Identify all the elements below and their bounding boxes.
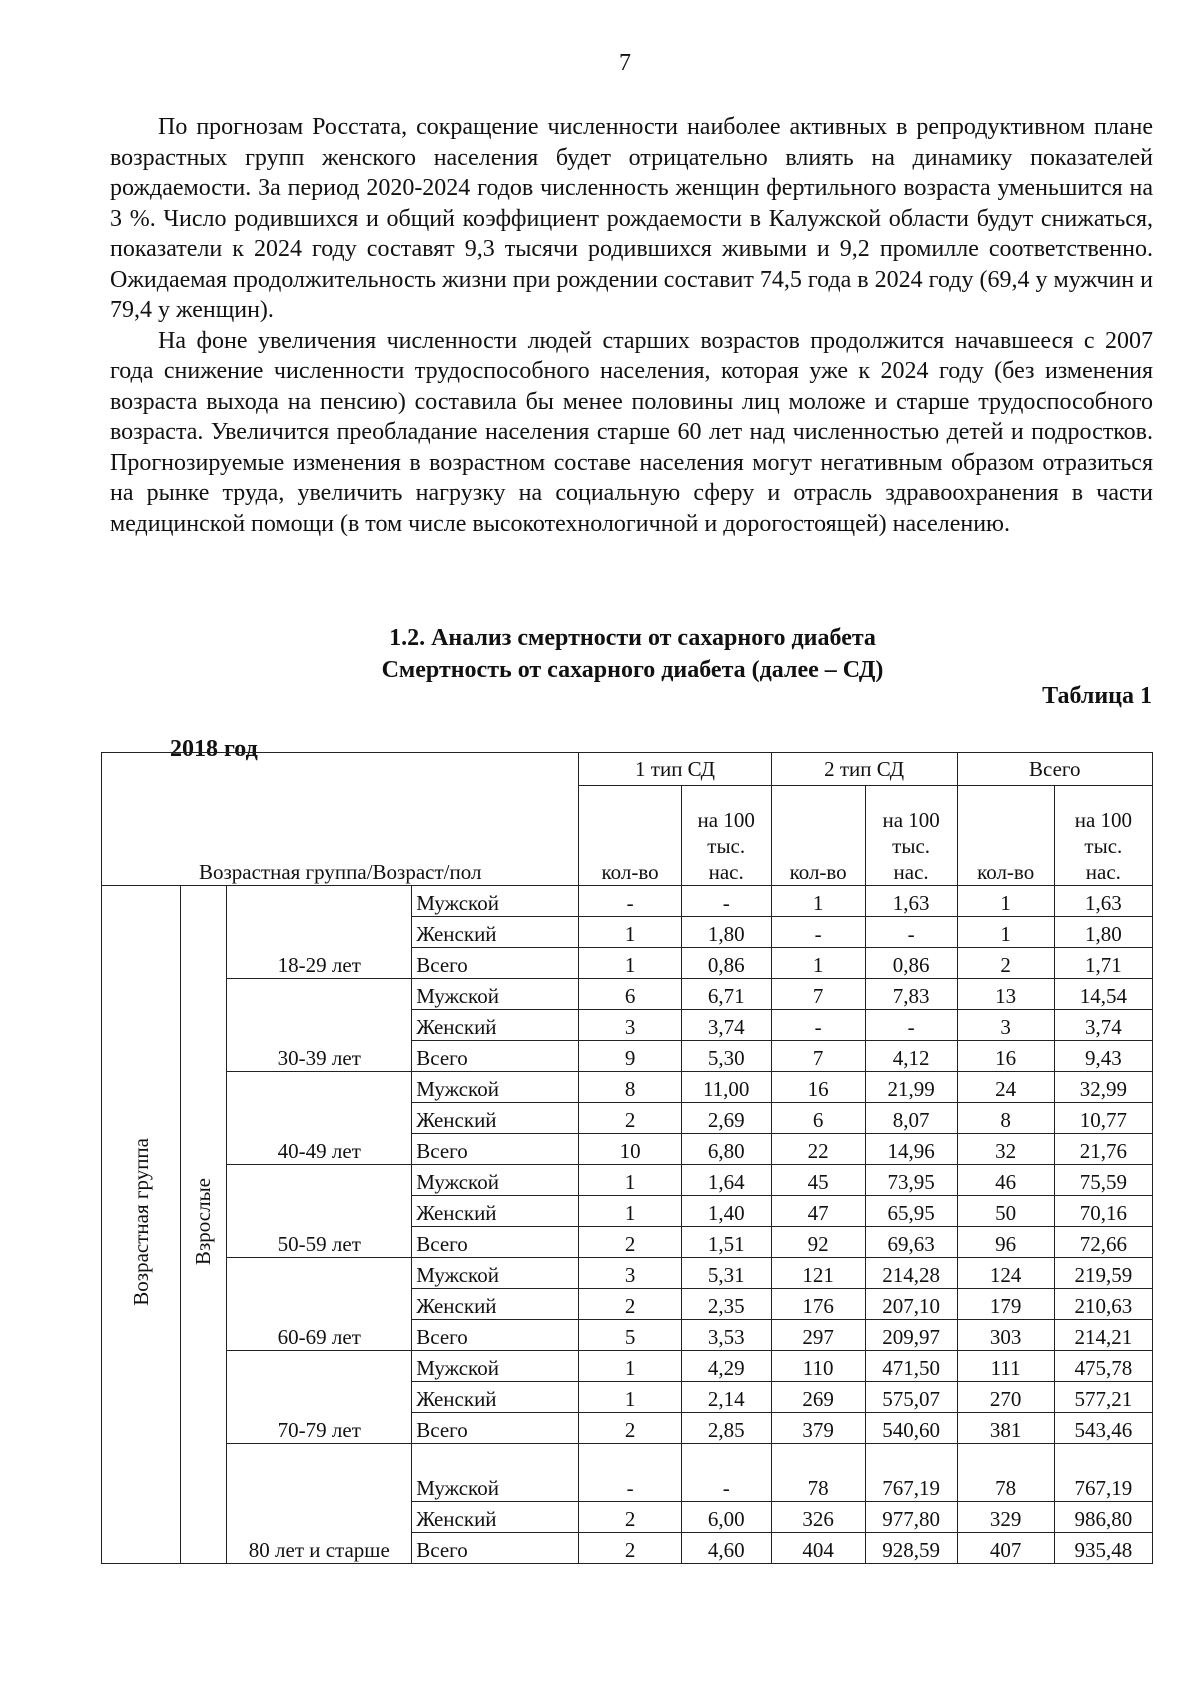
col-group-type1: 1 тип СД: [579, 753, 771, 786]
rate-header-line: тыс.: [707, 834, 746, 858]
value-cell: 1,63: [1054, 886, 1152, 917]
value-cell: 6: [579, 979, 681, 1010]
value-cell: 986,80: [1054, 1502, 1152, 1533]
sex-label: Мужской: [412, 1351, 579, 1382]
value-cell: 0,86: [865, 948, 957, 979]
year-label: 2018 год: [170, 736, 258, 762]
col-group-total: Всего: [957, 753, 1152, 786]
value-cell: 6,71: [681, 979, 771, 1010]
section-title: 1.2. Анализ смертности от сахарного диабета: [389, 625, 876, 651]
section-heading: [0, 622, 1200, 686]
value-cell: 2,35: [681, 1289, 771, 1320]
group-label: Возрастная группа: [128, 1137, 153, 1306]
header-row: [102, 753, 1153, 786]
table-row: [102, 1351, 1153, 1382]
rate-col-header: [865, 786, 957, 886]
value-cell: -: [771, 917, 865, 948]
value-cell: 269: [771, 1382, 865, 1413]
value-cell: 575,07: [865, 1382, 957, 1413]
value-cell: 1: [771, 886, 865, 917]
value-cell: 2,85: [681, 1413, 771, 1444]
value-cell: 11,00: [681, 1072, 771, 1103]
value-cell: 7: [771, 1041, 865, 1072]
value-cell: 329: [957, 1502, 1054, 1533]
value-cell: 78: [957, 1444, 1054, 1502]
value-cell: 22: [771, 1134, 865, 1165]
value-cell: 767,19: [865, 1444, 957, 1502]
value-cell: 407: [957, 1533, 1054, 1564]
value-cell: 2: [579, 1103, 681, 1134]
sex-label: Всего: [412, 1413, 579, 1444]
sex-label: Женский: [412, 1502, 579, 1533]
value-cell: 210,63: [1054, 1289, 1152, 1320]
sex-label: Всего: [412, 1227, 579, 1258]
value-cell: 124: [957, 1258, 1054, 1289]
value-cell: 5,31: [681, 1258, 771, 1289]
value-cell: 4,29: [681, 1351, 771, 1382]
value-cell: 1,80: [1054, 917, 1152, 948]
value-cell: 10: [579, 1134, 681, 1165]
value-cell: 78: [771, 1444, 865, 1502]
age-group-label: 80 лет и старше: [227, 1444, 412, 1564]
value-cell: 10,77: [1054, 1103, 1152, 1134]
value-cell: 3: [957, 1010, 1054, 1041]
value-cell: 46: [957, 1165, 1054, 1196]
value-cell: 2,69: [681, 1103, 771, 1134]
value-cell: 471,50: [865, 1351, 957, 1382]
value-cell: 13: [957, 979, 1054, 1010]
age-group-label: 30-39 лет: [227, 979, 412, 1072]
sex-label: Мужской: [412, 1165, 579, 1196]
value-cell: 16: [957, 1041, 1054, 1072]
value-cell: 2: [579, 1227, 681, 1258]
rate-col-header: [681, 786, 771, 886]
value-cell: 475,78: [1054, 1351, 1152, 1382]
sex-label: Мужской: [412, 1444, 579, 1502]
sex-label: Женский: [412, 1103, 579, 1134]
page-number: 7: [619, 50, 631, 76]
age-group-label: 18-29 лет: [227, 886, 412, 979]
table-caption: Таблица 1: [1042, 683, 1152, 709]
value-cell: 21,76: [1054, 1134, 1152, 1165]
value-cell: 7: [771, 979, 865, 1010]
value-cell: 404: [771, 1533, 865, 1564]
sex-label: Мужской: [412, 886, 579, 917]
rate-col-header: [1054, 786, 1152, 886]
value-cell: 1: [957, 917, 1054, 948]
value-cell: 7,83: [865, 979, 957, 1010]
row-header-label: Возрастная группа/Возраст/пол: [102, 753, 579, 886]
value-cell: 577,21: [1054, 1382, 1152, 1413]
value-cell: -: [865, 917, 957, 948]
value-cell: 1,71: [1054, 948, 1152, 979]
rate-header-line: тыс.: [1084, 834, 1123, 858]
table-row: [102, 979, 1153, 1010]
table-row: [102, 886, 1153, 917]
value-cell: 303: [957, 1320, 1054, 1351]
value-cell: 2: [957, 948, 1054, 979]
value-cell: 21,99: [865, 1072, 957, 1103]
rate-header-line: на 100: [1074, 808, 1133, 832]
value-cell: 935,48: [1054, 1533, 1152, 1564]
value-cell: -: [579, 1444, 681, 1502]
value-cell: 73,95: [865, 1165, 957, 1196]
value-cell: 1: [579, 1165, 681, 1196]
age-group-label: 70-79 лет: [227, 1351, 412, 1444]
value-cell: 214,21: [1054, 1320, 1152, 1351]
value-cell: 65,95: [865, 1196, 957, 1227]
value-cell: 543,46: [1054, 1413, 1152, 1444]
value-cell: 8: [957, 1103, 1054, 1134]
value-cell: 1: [579, 948, 681, 979]
value-cell: 16: [771, 1072, 865, 1103]
count-col-header: кол-во: [957, 786, 1054, 886]
body-text: [110, 112, 1153, 539]
value-cell: 6: [771, 1103, 865, 1134]
value-cell: 4,12: [865, 1041, 957, 1072]
value-cell: 45: [771, 1165, 865, 1196]
sex-label: Всего: [412, 1533, 579, 1564]
sex-label: Мужской: [412, 979, 579, 1010]
sex-label: Женский: [412, 1289, 579, 1320]
value-cell: 6,00: [681, 1502, 771, 1533]
value-cell: 3: [579, 1010, 681, 1041]
paragraph: На фоне увеличения численности людей старших возрастов продолжится начавшееся с 2007 года снижение численности трудоспособного населения, которая уже к 2024 году (без изменения возраста выхода на пенсию) составила бы менее половины лиц моложе и старше трудоспособного возраста. Увеличится преобладание населения старше 60 лет над численностью детей и подростков. Прогнозируемые изменения в возрастном составе населения могут негативным образом отразиться на рынке труда, увеличить нагрузку на социальную сферу и отрасль здравоохранения в части медицинской помощи (в том числе высокотехнологичной и дорогостоящей) населению.: [110, 327, 1153, 537]
rate-header-line: на 100: [882, 808, 940, 832]
value-cell: 96: [957, 1227, 1054, 1258]
col-group-type2: 2 тип СД: [771, 753, 957, 786]
value-cell: 1,64: [681, 1165, 771, 1196]
value-cell: 1,63: [865, 886, 957, 917]
value-cell: 2: [579, 1502, 681, 1533]
value-cell: 8,07: [865, 1103, 957, 1134]
age-group-label: 40-49 лет: [227, 1072, 412, 1165]
value-cell: 767,19: [1054, 1444, 1152, 1502]
value-cell: 2,14: [681, 1382, 771, 1413]
value-cell: 1: [771, 948, 865, 979]
table-row: [102, 1072, 1153, 1103]
value-cell: 179: [957, 1289, 1054, 1320]
value-cell: 75,59: [1054, 1165, 1152, 1196]
value-cell: 1,40: [681, 1196, 771, 1227]
count-col-header: кол-во: [771, 786, 865, 886]
value-cell: 379: [771, 1413, 865, 1444]
value-cell: -: [579, 886, 681, 917]
value-cell: 209,97: [865, 1320, 957, 1351]
sex-label: Женский: [412, 1196, 579, 1227]
value-cell: 540,60: [865, 1413, 957, 1444]
sex-label: Женский: [412, 917, 579, 948]
value-cell: -: [681, 886, 771, 917]
rate-header-line: на 100: [697, 808, 755, 832]
value-cell: 176: [771, 1289, 865, 1320]
table-row: [102, 1258, 1153, 1289]
value-cell: 207,10: [865, 1289, 957, 1320]
age-group-label: 60-69 лет: [227, 1258, 412, 1351]
sex-label: Женский: [412, 1010, 579, 1041]
subgroup-label-cell: [181, 886, 227, 1564]
value-cell: 2: [579, 1413, 681, 1444]
section-subtitle: Смертность от сахарного диабета (далее – СД): [381, 657, 884, 683]
value-cell: 111: [957, 1351, 1054, 1382]
sex-label: Всего: [412, 1134, 579, 1165]
value-cell: 928,59: [865, 1533, 957, 1564]
value-cell: 70,16: [1054, 1196, 1152, 1227]
rate-header-line: тыс.: [892, 834, 931, 858]
value-cell: 32: [957, 1134, 1054, 1165]
sex-label: Всего: [412, 1320, 579, 1351]
value-cell: 5: [579, 1320, 681, 1351]
value-cell: 69,63: [865, 1227, 957, 1258]
table-row: [102, 1165, 1153, 1196]
value-cell: 0,86: [681, 948, 771, 979]
sex-label: Мужской: [412, 1258, 579, 1289]
value-cell: 47: [771, 1196, 865, 1227]
value-cell: 4,60: [681, 1533, 771, 1564]
rate-header-line: нас.: [708, 860, 744, 884]
value-cell: 1: [579, 1382, 681, 1413]
value-cell: 8: [579, 1072, 681, 1103]
value-cell: 3,74: [681, 1010, 771, 1041]
rate-header-line: нас.: [1085, 860, 1121, 884]
sex-label: Всего: [412, 948, 579, 979]
value-cell: 24: [957, 1072, 1054, 1103]
value-cell: 2: [579, 1289, 681, 1320]
count-col-header: кол-во: [579, 786, 681, 886]
sex-label: Женский: [412, 1382, 579, 1413]
age-group-label: 50-59 лет: [227, 1165, 412, 1258]
value-cell: 3,53: [681, 1320, 771, 1351]
value-cell: 32,99: [1054, 1072, 1152, 1103]
value-cell: 110: [771, 1351, 865, 1382]
value-cell: 9,43: [1054, 1041, 1152, 1072]
table-row: [102, 1444, 1153, 1502]
value-cell: 381: [957, 1413, 1054, 1444]
value-cell: 1: [579, 1351, 681, 1382]
value-cell: 1: [579, 917, 681, 948]
value-cell: 326: [771, 1502, 865, 1533]
sex-label: Мужской: [412, 1072, 579, 1103]
value-cell: 50: [957, 1196, 1054, 1227]
sex-label: Всего: [412, 1041, 579, 1072]
value-cell: 1: [579, 1196, 681, 1227]
value-cell: 1,51: [681, 1227, 771, 1258]
value-cell: 1,80: [681, 917, 771, 948]
value-cell: -: [865, 1010, 957, 1041]
value-cell: 14,54: [1054, 979, 1152, 1010]
value-cell: 14,96: [865, 1134, 957, 1165]
value-cell: 5,30: [681, 1041, 771, 1072]
value-cell: 1: [957, 886, 1054, 917]
subgroup-label: Взрослые: [191, 1177, 216, 1266]
diabetes-mortality-table: [101, 752, 1153, 1564]
value-cell: 270: [957, 1382, 1054, 1413]
value-cell: 9: [579, 1041, 681, 1072]
value-cell: 6,80: [681, 1134, 771, 1165]
value-cell: 72,66: [1054, 1227, 1152, 1258]
rate-header-line: нас.: [893, 860, 929, 884]
value-cell: 214,28: [865, 1258, 957, 1289]
value-cell: 977,80: [865, 1502, 957, 1533]
group-label-cell: [102, 886, 181, 1564]
value-cell: -: [681, 1444, 771, 1502]
paragraph: По прогнозам Росстата, сокращение численности наиболее активных в репродуктивном плане возрастных групп женского населения будет отрицательно влиять на динамику показателей рождаемости. За период 2020-2024 годов численность женщин фертильного возраста уменьшится на 3 %. Число родившихся и общий коэффициент рождаемости в Калужской области будут снижаться, показатели к 2024 году составят 9,3 тысячи родившихся живыми и 9,2 промилле соответственно. Ожидаемая продолжительность жизни при рождении составит 74,5 года в 2024 году (69,4 у мужчин и 79,4 у женщин).: [110, 114, 1153, 323]
value-cell: 2: [579, 1533, 681, 1564]
value-cell: 121: [771, 1258, 865, 1289]
value-cell: 219,59: [1054, 1258, 1152, 1289]
value-cell: 92: [771, 1227, 865, 1258]
value-cell: 3,74: [1054, 1010, 1152, 1041]
value-cell: 3: [579, 1258, 681, 1289]
value-cell: 297: [771, 1320, 865, 1351]
value-cell: -: [771, 1010, 865, 1041]
